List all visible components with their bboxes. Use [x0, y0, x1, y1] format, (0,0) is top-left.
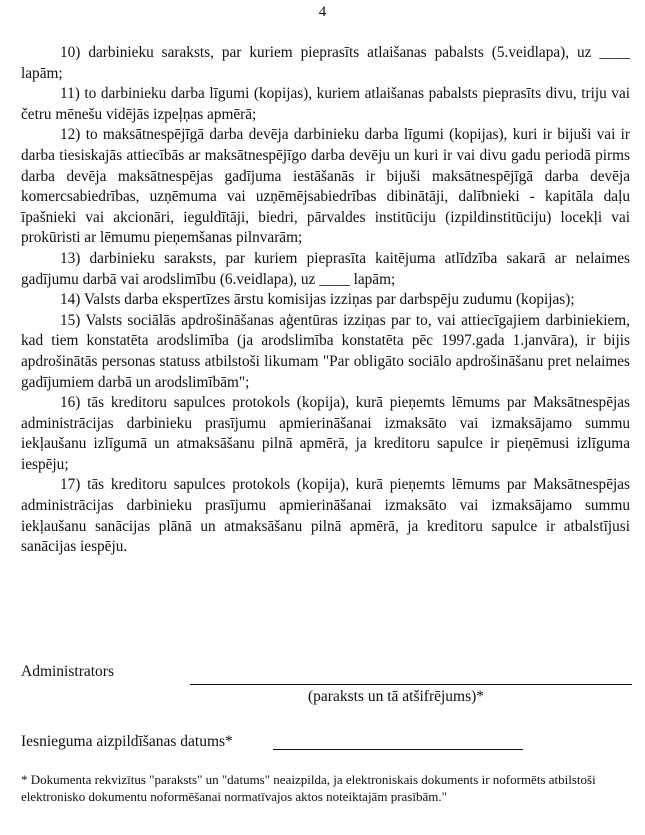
list-item-15: 15) Valsts sociālās apdrošināšanas aģentūras izziņas par to, vai attiecīgajiem darbiniekiem, kad tiem konstatēta arodslimība (ja arodslimība konstatēta pēc 1997.gada 1.janvāra), ir bijis apdrošinātās personas statuss atbilstoši likumam "Par obligāto sociālo apdrošināšanu pret nelaimes gadījumiem darbā un arodslimībām";: [21, 311, 630, 391]
list-item-10: 10) darbinieku saraksts, par kuriem pieprasīts atlaišanas pabalsts (5.veidlapa), uz ____ lapām;: [21, 44, 630, 82]
signature-caption: (paraksts un tā atšifrējums)*: [308, 688, 485, 705]
list-item-11: 11) to darbinieku darba līgumi (kopijas), kuriem atlaišanas pabalsts pieprasīts divu, triju vai četru mēnešu vidējās izpeļņas apmērā;: [21, 85, 630, 123]
list-item-16: 16) tās kreditoru sapulces protokols (kopija), kurā pieņemts lēmums par Maksātnespējas administrācijas darbinieku prasījumu apmierināšanai izmaksāto vai izmaksājamo summu iekļaušanu izlīgumā un atmaksāšanu pilnā apmērā, ja kreditoru sapulce ir pieņēmusi izlīguma iespēju;: [21, 394, 630, 473]
list-item-13: 13) darbinieku saraksts, par kuriem pieprasīta kaitējuma atlīdzība sakarā ar nelaimes gadījumu darbā vai arodslimību (6.veidlapa), uz ____ lapām;: [21, 249, 630, 288]
document-body: [21, 43, 630, 558]
list-item-14: 14) Valsts darba ekspertīzes ārstu komisijas izziņas par darbspēju zudumu (kopijas);: [60, 291, 575, 309]
date-field-line[interactable]: [273, 749, 523, 750]
signature-label: Administrators: [21, 663, 114, 680]
list-item-17: 17) tās kreditoru sapulces protokols (kopija), kurā pieņemts lēmums par Maksātnespējas administrācijas darbinieku prasījumu apmierināšanai izmaksāto vai izmaksājamo summu iekļaušanu sanācijas plānā un atmaksāšanu pilnā apmērā, ja kreditoru sapulce ir atbalstījusi sanācijas iespēju.: [21, 476, 630, 556]
page-number: 4: [318, 4, 327, 20]
list-item-12: 12) to maksātnespējīgā darba devēja darbinieku darba līgumi (kopijas), kuri ir bijuši vai ir darba tiesiskajās attiecībās ar maksātnespējīgo darba devēju un kuri ir vai divu gadu periodā pirms darba devēja maksātnespējas gadījuma iestāšanās ir bijuši maksātnespējīgā darba devēja komercsabiedrības, uzņēmuma vai uzņēmējsabiedrības dibinātāji, dalībnieki - kapitāla daļu īpašnieki vai akcionāri, ieguldītāji, biedri, pārvaldes institūciju (izpildinstitūciju) locekļi vai prokūristi ar lēmumu pieņemšanas pilnvarām;: [21, 126, 630, 247]
date-field-label: Iesnieguma aizpildīšanas datums*: [21, 733, 233, 750]
footnote: * Dokumenta rekvizītus "paraksts" un "datums" neaizpilda, ja elektroniskais dokuments ir noformēts atbilstoši elektronisko dokumentu noformēšanai normatīvajos aktos noteiktajām prasībām.": [21, 772, 596, 804]
signature-line[interactable]: [190, 684, 632, 685]
